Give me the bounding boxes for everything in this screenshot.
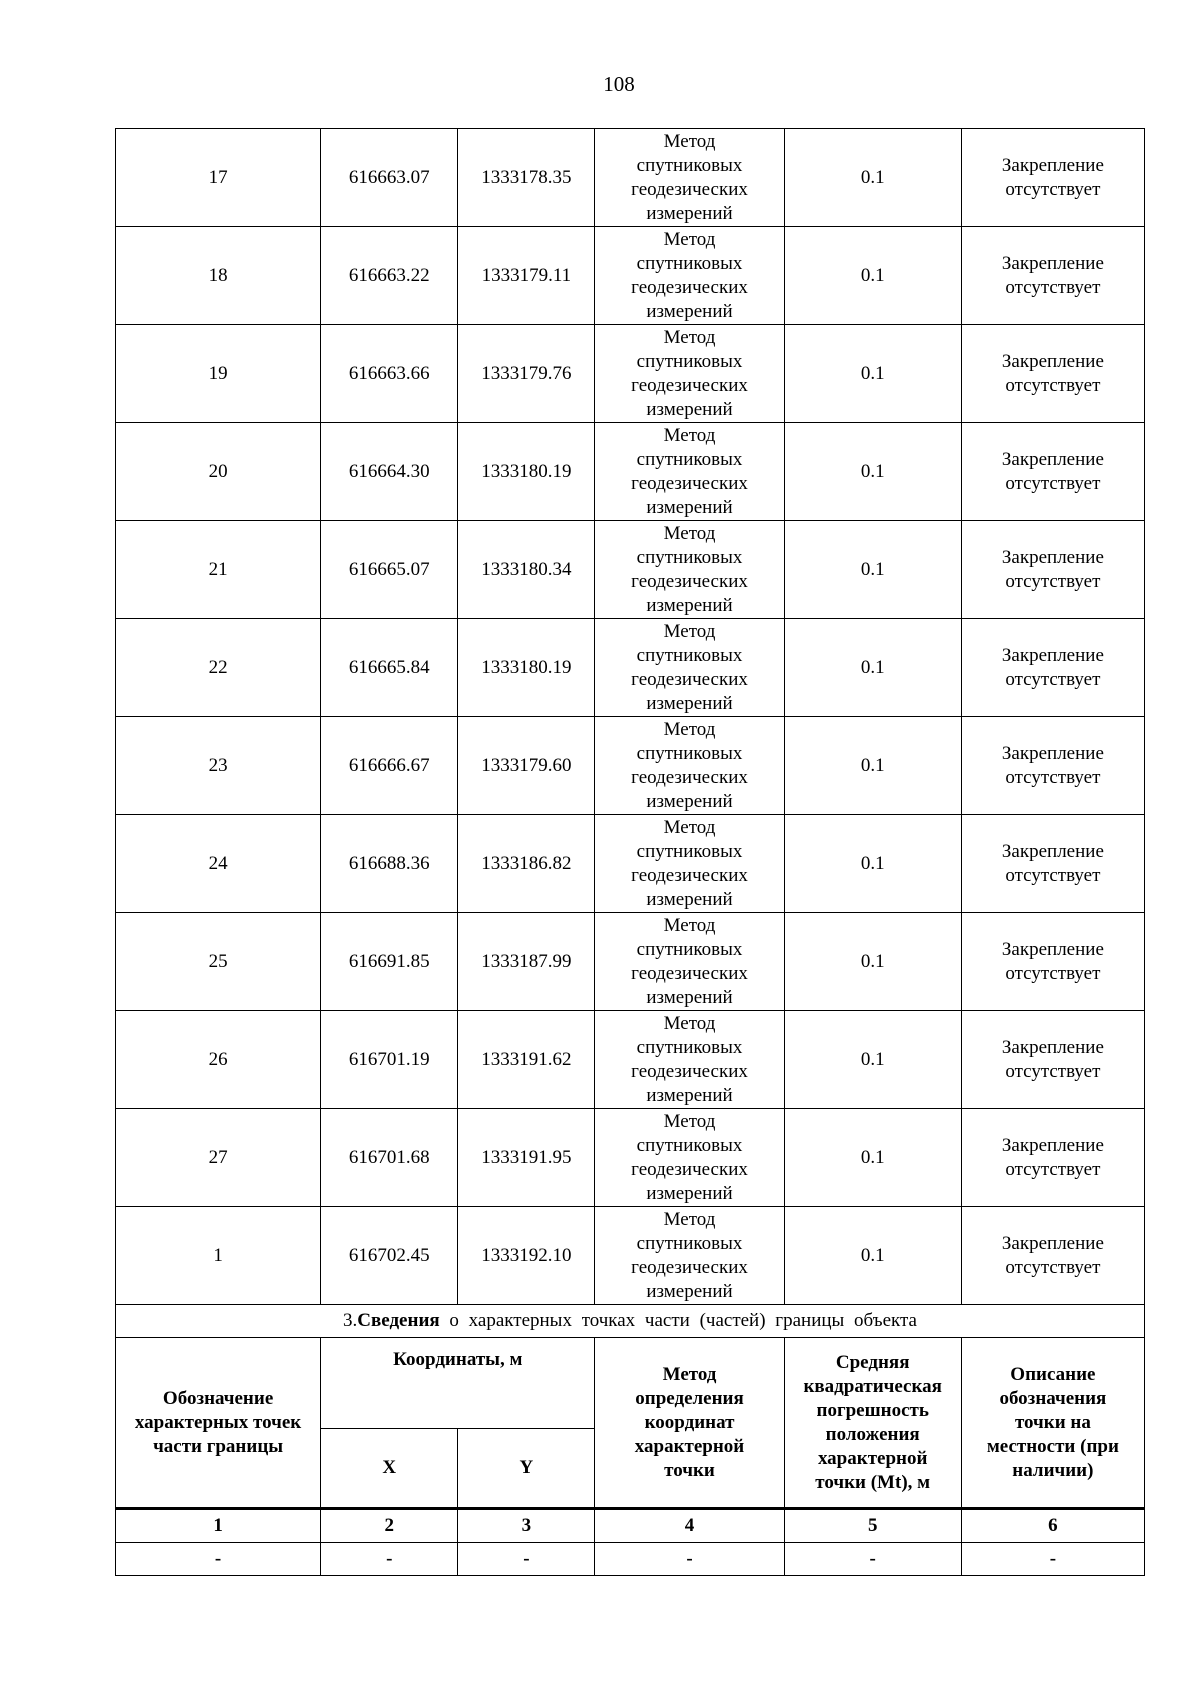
note-line: отсутствует [1005,1158,1101,1180]
table-row [116,227,1145,325]
method-line: измерений [646,790,733,812]
coord-y: 1333187.99 [458,913,595,1011]
note-line: Закрепление [1001,742,1104,764]
method-line: измерений [646,986,733,1008]
method-line: геодезических [631,472,748,494]
note-line: Закрепление [1001,154,1104,176]
method-line: спутниковых [636,546,743,568]
method-line: измерений [646,1280,733,1302]
method-cell [595,619,784,717]
column-number: 4 [595,1509,784,1543]
method-line: измерений [646,1182,733,1204]
method-cell [595,815,784,913]
method-cell [595,325,784,423]
method-line: измерений [646,692,733,714]
method-line: Метод [663,620,716,642]
column-number: 1 [116,1509,321,1543]
note-cell [961,619,1144,717]
note-line: отсутствует [1005,766,1101,788]
coord-x: 616691.85 [321,913,458,1011]
table-row [116,521,1145,619]
method-cell [595,913,784,1011]
method-cell [595,423,784,521]
table-row [116,619,1145,717]
method-line: геодезических [631,962,748,984]
note-line: отсутствует [1005,472,1101,494]
coord-y: 1333178.35 [458,129,595,227]
method-line: измерений [646,398,733,420]
method-line: измерений [646,496,733,518]
method-line: измерений [646,202,733,224]
header-method: Метод определения координат характерной точки [595,1338,784,1509]
table-row [116,913,1145,1011]
accuracy-value: 0.1 [784,619,961,717]
method-line: спутниковых [636,1036,743,1058]
header-x: X [321,1429,458,1509]
method-line: геодезических [631,1256,748,1278]
note-cell [961,1011,1144,1109]
method-line: Метод [663,424,716,446]
coord-x: 616702.45 [321,1207,458,1305]
empty-cell: - [961,1543,1144,1576]
point-number: 1 [116,1207,321,1305]
note-cell [961,717,1144,815]
method-line: геодезических [631,864,748,886]
coord-y: 1333179.11 [458,227,595,325]
method-line: Метод [663,718,716,740]
table-row [116,717,1145,815]
empty-data-row [116,1543,1145,1576]
note-cell [961,129,1144,227]
method-line: спутниковых [636,1232,743,1254]
section3-number: 3. [343,1310,358,1331]
coord-y: 1333192.10 [458,1207,595,1305]
method-line: Метод [663,1012,716,1034]
note-line: отсутствует [1005,178,1101,200]
method-line: геодезических [631,1158,748,1180]
accuracy-value: 0.1 [784,1109,961,1207]
header-y: Y [458,1429,595,1509]
note-line: Закрепление [1001,1036,1104,1058]
accuracy-value: 0.1 [784,815,961,913]
section3-title-bold: Сведения [357,1310,440,1331]
point-number: 23 [116,717,321,815]
point-number: 20 [116,423,321,521]
method-line: Метод [663,130,716,152]
note-line: Закрепление [1001,252,1104,274]
header-coordinates: Координаты, м [321,1338,595,1429]
note-line: отсутствует [1005,864,1101,886]
method-line: спутниковых [636,448,743,470]
method-line: Метод [663,914,716,936]
section3-title [116,1305,1145,1338]
coord-x: 616663.07 [321,129,458,227]
table-row [116,1011,1145,1109]
method-line: геодезических [631,178,748,200]
point-number: 19 [116,325,321,423]
note-line: отсутствует [1005,962,1101,984]
table-row [116,325,1145,423]
note-line: Закрепление [1001,644,1104,666]
note-line: отсутствует [1005,1256,1101,1278]
method-line: измерений [646,300,733,322]
method-cell [595,521,784,619]
note-cell [961,423,1144,521]
column-number: 6 [961,1509,1144,1543]
method-cell [595,1109,784,1207]
point-number: 22 [116,619,321,717]
coord-y: 1333179.76 [458,325,595,423]
table-row [116,815,1145,913]
boundary-points-table [115,128,1145,1576]
note-line: отсутствует [1005,276,1101,298]
method-line: измерений [646,888,733,910]
table-row [116,1207,1145,1305]
point-number: 26 [116,1011,321,1109]
page-number: 108 [603,72,635,96]
accuracy-value: 0.1 [784,227,961,325]
method-line: спутниковых [636,938,743,960]
accuracy-value: 0.1 [784,913,961,1011]
coord-y: 1333191.95 [458,1109,595,1207]
note-line: отсутствует [1005,570,1101,592]
method-line: геодезических [631,1060,748,1082]
coord-y: 1333179.60 [458,717,595,815]
table-row [116,1109,1145,1207]
empty-cell: - [458,1543,595,1576]
empty-cell: - [116,1543,321,1576]
coord-x: 616688.36 [321,815,458,913]
method-line: спутниковых [636,840,743,862]
accuracy-value: 0.1 [784,423,961,521]
accuracy-value: 0.1 [784,1207,961,1305]
empty-cell: - [784,1543,961,1576]
coord-y: 1333180.19 [458,619,595,717]
accuracy-value: 0.1 [784,717,961,815]
method-line: спутниковых [636,350,743,372]
method-line: Метод [663,228,716,250]
accuracy-value: 0.1 [784,325,961,423]
note-cell [961,325,1144,423]
method-line: геодезических [631,766,748,788]
table-row [116,423,1145,521]
note-cell [961,1109,1144,1207]
method-cell [595,1011,784,1109]
note-line: Закрепление [1001,1232,1104,1254]
empty-cell: - [321,1543,458,1576]
coord-x: 616663.66 [321,325,458,423]
note-line: отсутствует [1005,1060,1101,1082]
method-line: Метод [663,522,716,544]
method-line: измерений [646,594,733,616]
header-accuracy: Средняя квадратическая погрешность положения характерной точки (Mt), м [784,1338,961,1509]
point-number: 27 [116,1109,321,1207]
accuracy-value: 0.1 [784,521,961,619]
table-row [116,129,1145,227]
method-line: геодезических [631,276,748,298]
column-number: 3 [458,1509,595,1543]
method-line: геодезических [631,570,748,592]
note-cell [961,227,1144,325]
method-cell [595,129,784,227]
method-line: геодезических [631,374,748,396]
method-line: измерений [646,1084,733,1106]
column-number: 5 [784,1509,961,1543]
header-point-designation: Обозначение характерных точек части границы [116,1338,321,1509]
coord-x: 616665.84 [321,619,458,717]
column-number: 2 [321,1509,458,1543]
header-description: Описание обозначения точки на местности (при наличии) [961,1338,1144,1509]
method-line: Метод [663,816,716,838]
note-cell [961,913,1144,1011]
coord-x: 616701.68 [321,1109,458,1207]
point-number: 24 [116,815,321,913]
method-cell [595,227,784,325]
method-cell [595,717,784,815]
method-cell [595,1207,784,1305]
method-line: спутниковых [636,644,743,666]
coord-y: 1333180.19 [458,423,595,521]
note-cell [961,521,1144,619]
note-line: Закрепление [1001,840,1104,862]
note-line: Закрепление [1001,350,1104,372]
coord-y: 1333191.62 [458,1011,595,1109]
method-line: спутниковых [636,154,743,176]
note-cell [961,815,1144,913]
note-line: Закрепление [1001,1134,1104,1156]
coord-x: 616663.22 [321,227,458,325]
note-cell [961,1207,1144,1305]
note-line: отсутствует [1005,374,1101,396]
points-table-body [116,129,1145,1305]
method-line: спутниковых [636,252,743,274]
method-line: Метод [663,326,716,348]
column-numbers-row [116,1509,1145,1543]
section3-title-rest: о характерных точках части (частей) границы объекта [449,1310,917,1331]
note-line: Закрепление [1001,938,1104,960]
point-number: 21 [116,521,321,619]
point-number: 18 [116,227,321,325]
section3-table [116,1305,1145,1576]
method-line: Метод [663,1110,716,1132]
method-line: спутниковых [636,1134,743,1156]
method-line: спутниковых [636,742,743,764]
coord-x: 616664.30 [321,423,458,521]
point-number: 17 [116,129,321,227]
accuracy-value: 0.1 [784,1011,961,1109]
empty-cell: - [595,1543,784,1576]
coord-x: 616665.07 [321,521,458,619]
method-line: Метод [663,1208,716,1230]
point-number: 25 [116,913,321,1011]
note-line: Закрепление [1001,448,1104,470]
coord-y: 1333180.34 [458,521,595,619]
coord-x: 616701.19 [321,1011,458,1109]
coord-y: 1333186.82 [458,815,595,913]
coord-x: 616666.67 [321,717,458,815]
method-line: геодезических [631,668,748,690]
note-line: Закрепление [1001,546,1104,568]
note-line: отсутствует [1005,668,1101,690]
accuracy-value: 0.1 [784,129,961,227]
